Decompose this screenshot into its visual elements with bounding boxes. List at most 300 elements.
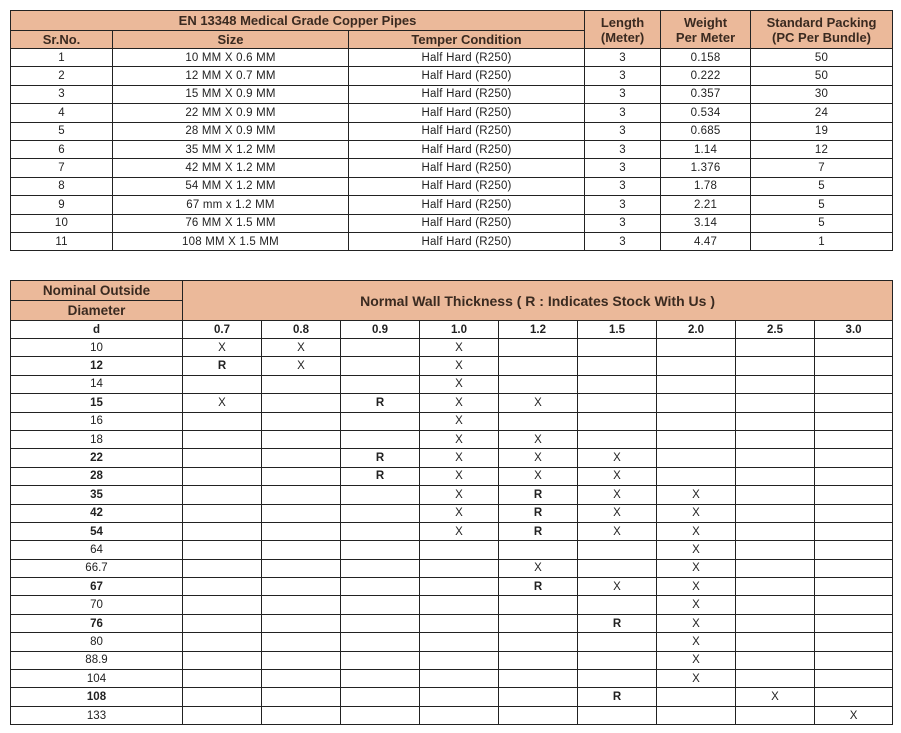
availability-cell: [262, 467, 341, 485]
copper-table-title: EN 13348 Medical Grade Copper Pipes: [11, 11, 585, 31]
weight-header-line2: Per Meter: [675, 29, 736, 45]
table-row: [11, 159, 893, 177]
diameter-cell: 10: [11, 339, 183, 357]
diameter-cell: 42: [11, 504, 183, 522]
thickness-header: 2.0: [657, 321, 736, 339]
availability-cell: [183, 559, 262, 577]
diameter-cell: 15: [11, 394, 183, 412]
availability-cell: X: [420, 449, 499, 467]
length-header: [585, 11, 661, 49]
availability-cell: [262, 651, 341, 669]
length-cell: 3: [585, 159, 661, 177]
availability-cell: X: [578, 578, 657, 596]
availability-cell: X: [578, 504, 657, 522]
availability-cell: [657, 688, 736, 706]
diameter-cell: 54: [11, 522, 183, 540]
availability-cell: [262, 504, 341, 522]
table-row: [11, 486, 893, 504]
availability-cell: [736, 339, 815, 357]
availability-cell: [183, 504, 262, 522]
weight-cell: 1.14: [661, 140, 751, 158]
availability-cell: [657, 706, 736, 724]
availability-cell: [815, 467, 893, 485]
availability-cell: R: [499, 578, 578, 596]
availability-cell: [262, 375, 341, 393]
weight-cell: 0.158: [661, 49, 751, 67]
availability-cell: [420, 578, 499, 596]
thickness-header-row: [11, 321, 893, 339]
availability-cell: [183, 596, 262, 614]
copper-pipes-table: [10, 10, 893, 251]
availability-cell: X: [183, 394, 262, 412]
temper-cell: Half Hard (R250): [349, 196, 585, 214]
availability-cell: R: [578, 688, 657, 706]
availability-cell: [420, 559, 499, 577]
length-cell: 3: [585, 140, 661, 158]
availability-cell: X: [657, 670, 736, 688]
availability-cell: [815, 541, 893, 559]
availability-cell: [578, 670, 657, 688]
availability-cell: [183, 614, 262, 632]
packing-header-line1: Standard Packing: [766, 14, 877, 30]
availability-cell: [815, 522, 893, 540]
availability-cell: [578, 706, 657, 724]
availability-cell: [341, 504, 420, 522]
availability-cell: [341, 578, 420, 596]
availability-cell: X: [657, 522, 736, 540]
availability-cell: X: [262, 339, 341, 357]
table-row: [11, 670, 893, 688]
availability-cell: [341, 706, 420, 724]
length-cell: 3: [585, 104, 661, 122]
packing-cell: 7: [751, 159, 893, 177]
copper-table-body: [11, 49, 893, 251]
size-cell: 67 mm x 1.2 MM: [113, 196, 349, 214]
packing-cell: 50: [751, 67, 893, 85]
table-row: [11, 578, 893, 596]
availability-cell: [736, 651, 815, 669]
availability-cell: [262, 449, 341, 467]
packing-cell: 5: [751, 196, 893, 214]
availability-cell: X: [499, 394, 578, 412]
availability-cell: [341, 486, 420, 504]
length-cell: 3: [585, 232, 661, 250]
availability-cell: [736, 412, 815, 430]
wall-table-body: [11, 339, 893, 725]
availability-cell: [815, 614, 893, 632]
availability-cell: [262, 706, 341, 724]
availability-cell: [815, 651, 893, 669]
thickness-header: 2.5: [736, 321, 815, 339]
availability-cell: [499, 688, 578, 706]
availability-cell: [262, 430, 341, 448]
nominal-diameter-header-line1: Nominal Outside: [11, 281, 183, 301]
diameter-cell: 70: [11, 596, 183, 614]
availability-cell: [657, 394, 736, 412]
table-row: [11, 196, 893, 214]
length-cell: 3: [585, 85, 661, 103]
availability-cell: [736, 486, 815, 504]
availability-cell: X: [657, 541, 736, 559]
size-cell: 108 MM X 1.5 MM: [113, 232, 349, 250]
temper-cell: Half Hard (R250): [349, 85, 585, 103]
availability-cell: [341, 357, 420, 375]
availability-cell: [736, 541, 815, 559]
availability-cell: [736, 596, 815, 614]
availability-cell: X: [657, 578, 736, 596]
weight-cell: 1.78: [661, 177, 751, 195]
availability-cell: [341, 541, 420, 559]
diameter-cell: 64: [11, 541, 183, 559]
availability-cell: X: [657, 633, 736, 651]
length-cell: 3: [585, 122, 661, 140]
availability-cell: [341, 375, 420, 393]
availability-cell: X: [578, 522, 657, 540]
availability-cell: X: [420, 522, 499, 540]
availability-cell: [341, 614, 420, 632]
availability-cell: [183, 706, 262, 724]
table-row: [11, 522, 893, 540]
availability-cell: X: [657, 486, 736, 504]
availability-cell: X: [578, 486, 657, 504]
availability-cell: [815, 412, 893, 430]
table-row: [11, 104, 893, 122]
table-row: [11, 467, 893, 485]
availability-cell: R: [499, 486, 578, 504]
availability-cell: [578, 339, 657, 357]
diameter-cell: 12: [11, 357, 183, 375]
weight-header: [661, 11, 751, 49]
length-cell: 3: [585, 214, 661, 232]
table-row: [11, 85, 893, 103]
size-header: Size: [113, 31, 349, 49]
thickness-header: 3.0: [815, 321, 893, 339]
packing-cell: 50: [751, 49, 893, 67]
availability-cell: [341, 412, 420, 430]
temper-cell: Half Hard (R250): [349, 49, 585, 67]
availability-cell: X: [499, 430, 578, 448]
srno-cell: 5: [11, 122, 113, 140]
availability-cell: [736, 706, 815, 724]
availability-cell: [815, 633, 893, 651]
availability-cell: X: [578, 467, 657, 485]
weight-cell: 4.47: [661, 232, 751, 250]
temper-header: Temper Condition: [349, 31, 585, 49]
weight-cell: 0.534: [661, 104, 751, 122]
availability-cell: [262, 596, 341, 614]
packing-cell: 30: [751, 85, 893, 103]
availability-cell: [183, 449, 262, 467]
availability-cell: [815, 430, 893, 448]
availability-cell: [262, 578, 341, 596]
availability-cell: [736, 357, 815, 375]
availability-cell: [657, 430, 736, 448]
availability-cell: [736, 559, 815, 577]
weight-cell: 0.222: [661, 67, 751, 85]
table-row: [11, 651, 893, 669]
availability-cell: [499, 357, 578, 375]
thickness-header: 1.0: [420, 321, 499, 339]
availability-cell: X: [657, 596, 736, 614]
diameter-cell: 28: [11, 467, 183, 485]
wall-thickness-title: Normal Wall Thickness ( R : Indicates Stock With Us ): [183, 281, 893, 321]
table-row: [11, 706, 893, 724]
availability-cell: X: [420, 504, 499, 522]
availability-cell: X: [499, 449, 578, 467]
availability-cell: [420, 633, 499, 651]
length-cell: 3: [585, 177, 661, 195]
srno-cell: 6: [11, 140, 113, 158]
table-row: [11, 49, 893, 67]
temper-cell: Half Hard (R250): [349, 104, 585, 122]
size-cell: 12 MM X 0.7 MM: [113, 67, 349, 85]
availability-cell: [736, 578, 815, 596]
availability-cell: [578, 633, 657, 651]
nominal-diameter-header-line2: Diameter: [11, 301, 183, 321]
packing-cell: 24: [751, 104, 893, 122]
availability-cell: [183, 578, 262, 596]
availability-cell: [578, 412, 657, 430]
availability-cell: [341, 430, 420, 448]
availability-cell: X: [262, 357, 341, 375]
diameter-cell: 108: [11, 688, 183, 706]
availability-cell: [578, 651, 657, 669]
availability-cell: [262, 670, 341, 688]
d-label: d: [11, 321, 183, 339]
availability-cell: [262, 541, 341, 559]
thickness-header: 0.9: [341, 321, 420, 339]
availability-cell: [815, 670, 893, 688]
availability-cell: [815, 559, 893, 577]
availability-cell: [420, 706, 499, 724]
availability-cell: [183, 522, 262, 540]
availability-cell: [815, 578, 893, 596]
availability-cell: X: [499, 467, 578, 485]
thickness-header: 0.7: [183, 321, 262, 339]
table-row: [11, 339, 893, 357]
availability-cell: [736, 467, 815, 485]
availability-cell: [262, 633, 341, 651]
availability-cell: [183, 670, 262, 688]
length-header-line2: (Meter): [600, 29, 645, 45]
availability-cell: [499, 670, 578, 688]
availability-cell: X: [420, 339, 499, 357]
temper-cell: Half Hard (R250): [349, 159, 585, 177]
availability-cell: R: [499, 522, 578, 540]
availability-cell: X: [420, 486, 499, 504]
availability-cell: [262, 688, 341, 706]
srno-header: Sr.No.: [11, 31, 113, 49]
availability-cell: [578, 559, 657, 577]
availability-cell: [815, 596, 893, 614]
packing-cell: 1: [751, 232, 893, 250]
availability-cell: [578, 596, 657, 614]
availability-cell: [262, 614, 341, 632]
size-cell: 76 MM X 1.5 MM: [113, 214, 349, 232]
srno-cell: 1: [11, 49, 113, 67]
availability-cell: [815, 357, 893, 375]
availability-cell: X: [657, 614, 736, 632]
weight-header-line1: Weight: [683, 14, 728, 30]
temper-cell: Half Hard (R250): [349, 232, 585, 250]
packing-cell: 5: [751, 214, 893, 232]
table-row: [11, 214, 893, 232]
table-row: [11, 177, 893, 195]
availability-cell: [341, 670, 420, 688]
availability-cell: [578, 394, 657, 412]
packing-cell: 12: [751, 140, 893, 158]
srno-cell: 8: [11, 177, 113, 195]
diameter-cell: 104: [11, 670, 183, 688]
availability-cell: X: [420, 375, 499, 393]
availability-cell: [578, 375, 657, 393]
availability-cell: [815, 449, 893, 467]
availability-cell: [341, 522, 420, 540]
thickness-header: 0.8: [262, 321, 341, 339]
temper-cell: Half Hard (R250): [349, 140, 585, 158]
availability-cell: [183, 412, 262, 430]
availability-cell: R: [183, 357, 262, 375]
availability-cell: [736, 633, 815, 651]
packing-header-line2: (PC Per Bundle): [772, 29, 872, 45]
availability-cell: [499, 614, 578, 632]
srno-cell: 9: [11, 196, 113, 214]
diameter-cell: 80: [11, 633, 183, 651]
availability-cell: X: [420, 412, 499, 430]
temper-cell: Half Hard (R250): [349, 67, 585, 85]
availability-cell: [815, 394, 893, 412]
availability-cell: R: [341, 467, 420, 485]
diameter-cell: 133: [11, 706, 183, 724]
availability-cell: [183, 633, 262, 651]
table-row: [11, 504, 893, 522]
availability-cell: [578, 430, 657, 448]
table-row: [11, 394, 893, 412]
availability-cell: [420, 596, 499, 614]
length-cell: 3: [585, 67, 661, 85]
diameter-cell: 14: [11, 375, 183, 393]
thickness-header: 1.2: [499, 321, 578, 339]
diameter-cell: 35: [11, 486, 183, 504]
availability-cell: [815, 486, 893, 504]
srno-cell: 4: [11, 104, 113, 122]
weight-cell: 1.376: [661, 159, 751, 177]
size-cell: 15 MM X 0.9 MM: [113, 85, 349, 103]
availability-cell: [736, 394, 815, 412]
availability-cell: [815, 504, 893, 522]
availability-cell: [420, 614, 499, 632]
availability-cell: [657, 339, 736, 357]
size-cell: 28 MM X 0.9 MM: [113, 122, 349, 140]
availability-cell: [657, 467, 736, 485]
length-cell: 3: [585, 196, 661, 214]
availability-cell: [736, 430, 815, 448]
availability-cell: [657, 357, 736, 375]
availability-cell: [183, 651, 262, 669]
availability-cell: X: [420, 357, 499, 375]
availability-cell: X: [420, 467, 499, 485]
availability-cell: R: [341, 449, 420, 467]
availability-cell: [341, 651, 420, 669]
size-cell: 54 MM X 1.2 MM: [113, 177, 349, 195]
srno-cell: 10: [11, 214, 113, 232]
packing-cell: 19: [751, 122, 893, 140]
availability-cell: [736, 522, 815, 540]
availability-cell: [262, 559, 341, 577]
packing-header: [751, 11, 893, 49]
availability-cell: [815, 339, 893, 357]
length-cell: 3: [585, 49, 661, 67]
availability-cell: [420, 651, 499, 669]
availability-cell: [657, 449, 736, 467]
availability-cell: [657, 375, 736, 393]
table-row: [11, 412, 893, 430]
availability-cell: [499, 412, 578, 430]
availability-cell: [499, 651, 578, 669]
size-cell: 10 MM X 0.6 MM: [113, 49, 349, 67]
availability-cell: X: [815, 706, 893, 724]
diameter-cell: 16: [11, 412, 183, 430]
availability-cell: [341, 688, 420, 706]
srno-cell: 3: [11, 85, 113, 103]
size-cell: 35 MM X 1.2 MM: [113, 140, 349, 158]
availability-cell: [262, 412, 341, 430]
table-row: [11, 688, 893, 706]
availability-cell: R: [341, 394, 420, 412]
table-row: [11, 430, 893, 448]
diameter-cell: 22: [11, 449, 183, 467]
table-row: [11, 449, 893, 467]
availability-cell: [183, 430, 262, 448]
availability-cell: [736, 449, 815, 467]
temper-cell: Half Hard (R250): [349, 177, 585, 195]
availability-cell: [499, 706, 578, 724]
availability-cell: X: [420, 430, 499, 448]
availability-cell: [262, 394, 341, 412]
table-row: [11, 357, 893, 375]
availability-cell: X: [499, 559, 578, 577]
availability-cell: [657, 412, 736, 430]
thickness-header: 1.5: [578, 321, 657, 339]
weight-cell: 0.357: [661, 85, 751, 103]
availability-cell: [736, 614, 815, 632]
temper-cell: Half Hard (R250): [349, 214, 585, 232]
weight-cell: 3.14: [661, 214, 751, 232]
wall-thickness-table: [10, 280, 893, 725]
availability-cell: [183, 688, 262, 706]
availability-cell: [420, 688, 499, 706]
srno-cell: 11: [11, 232, 113, 250]
availability-cell: [499, 339, 578, 357]
availability-cell: [341, 633, 420, 651]
availability-cell: [341, 596, 420, 614]
availability-cell: [815, 688, 893, 706]
diameter-cell: 88.9: [11, 651, 183, 669]
availability-cell: [736, 504, 815, 522]
availability-cell: [499, 375, 578, 393]
packing-cell: 5: [751, 177, 893, 195]
temper-cell: Half Hard (R250): [349, 122, 585, 140]
srno-cell: 7: [11, 159, 113, 177]
diameter-cell: 66.7: [11, 559, 183, 577]
weight-cell: 2.21: [661, 196, 751, 214]
size-cell: 42 MM X 1.2 MM: [113, 159, 349, 177]
availability-cell: X: [657, 504, 736, 522]
availability-cell: [183, 375, 262, 393]
availability-cell: [578, 541, 657, 559]
availability-cell: [499, 633, 578, 651]
availability-cell: [183, 467, 262, 485]
